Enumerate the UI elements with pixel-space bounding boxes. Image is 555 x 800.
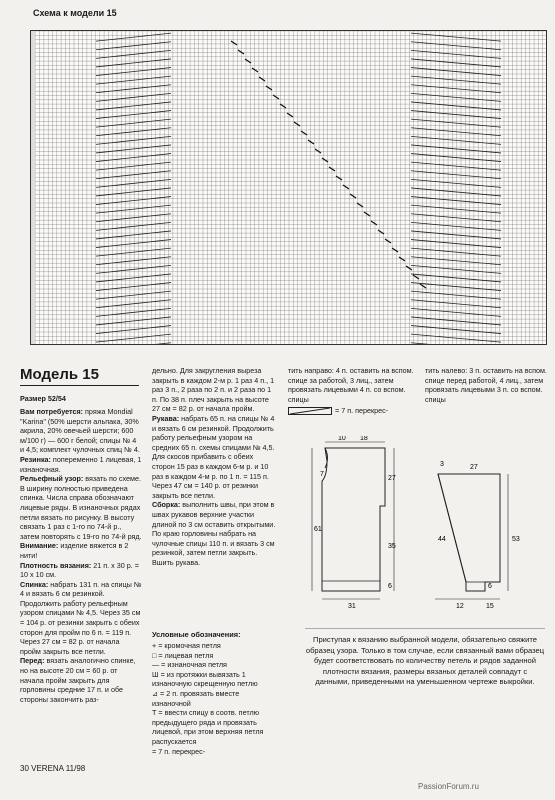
cable-stroke <box>411 68 501 76</box>
legend-item: = 7 п. перекрес- <box>152 746 206 756</box>
legend-item: Т = ввести спицу в соотв. петлю предыдущего ряда и провязать лицевой, при этом верхняя петля распускается <box>152 708 264 746</box>
cable-stroke <box>411 171 501 179</box>
paragraph-text: дельно. Для закругления выреза закрыть в каждом 2-м р. 1 раз 4 п., 1 раз 3 п., 2 раза по 2 п. и 2 раза по 1 п. По 38 п. плеч закрыть на высоте 27 см = 82 р. от начала пройм. <box>152 366 275 414</box>
knitting-chart <box>30 30 547 345</box>
back-dim-width: 31 <box>348 603 356 610</box>
cable-stroke <box>411 76 501 84</box>
cable-right-text: тить направо: 4 п. оставить на вспом. спице за работой, 3 лиц., затем провязать лицевыми 4 п. со вспом. спицы <box>288 366 414 404</box>
paragraph-heading: Сборка: <box>152 500 181 510</box>
cable-stroke <box>96 76 171 84</box>
cable-stroke <box>411 93 501 101</box>
cable-stroke <box>411 291 501 299</box>
back-dim-rib: 6 <box>388 583 392 590</box>
title-rule <box>20 385 139 386</box>
cable-stroke <box>411 317 501 325</box>
back-dim-armhole: 27 <box>388 475 396 482</box>
decrease-stitch-mark <box>287 113 293 117</box>
decrease-stitch-mark <box>343 185 349 189</box>
cable-stroke <box>96 59 171 67</box>
paragraph-heading: Плотность вязания: <box>20 560 92 570</box>
cable-stroke <box>411 300 501 308</box>
paragraph-heading: Спинка: <box>20 579 49 589</box>
cable-stroke <box>411 274 501 282</box>
decrease-stitch-mark <box>266 86 272 90</box>
paragraph-text: попеременно 1 лицевая, 1 изнаночная. <box>20 454 142 474</box>
paragraph-text: вязать по схеме. В ширину полностью приведена спинка. Числа справа обозначают лицевые ряды. В изнаночных рядах петли вязать по рисунку. В высоту связать 1 раз с 1-го по 74-й р., затем повторять с 19-го по 74-й ряд. <box>20 474 142 541</box>
cable-stroke <box>411 128 501 136</box>
cable-stroke <box>96 214 171 222</box>
legend-title: Условные обозначения: <box>152 630 241 639</box>
cable-stroke <box>411 145 501 153</box>
instructions-column-2 <box>152 366 276 567</box>
decrease-stitch-mark <box>378 230 384 234</box>
chart-title: Схема к модели 15 <box>33 8 117 18</box>
decrease-stitch-mark <box>392 248 398 252</box>
cable-stroke <box>411 214 501 222</box>
paragraph <box>20 580 142 657</box>
paragraph <box>20 407 142 455</box>
back-dim-length: 61 <box>314 526 322 533</box>
cable-stroke <box>411 265 501 273</box>
decrease-stitch-mark <box>308 140 314 144</box>
paragraph <box>20 474 142 541</box>
legend-item: — = изнаночная петля <box>152 660 227 670</box>
model-title: Модель 15 <box>20 366 99 383</box>
sleeve-dim-open: 3 <box>440 461 444 468</box>
cable-stroke <box>96 326 171 334</box>
sleeve-dim-inset: 12 <box>456 603 464 610</box>
cable-stroke <box>411 154 501 162</box>
decrease-stitch-mark <box>252 68 258 72</box>
knitting-chart-grid <box>31 31 547 345</box>
page-footer: 30 VERENA 11/98 <box>20 764 86 773</box>
paragraph <box>152 500 276 567</box>
cable-stroke <box>96 240 171 248</box>
back-front-schematic <box>312 436 396 610</box>
cable-stroke <box>411 326 501 334</box>
cable-stroke <box>96 334 171 342</box>
cable-stroke <box>411 59 501 67</box>
back-dim-body: 35 <box>388 543 396 550</box>
decrease-stitch-mark <box>280 104 286 108</box>
back-dim-neck-depth: 7 <box>320 471 324 478</box>
size-label: Размер 52/54 <box>20 394 66 403</box>
cable-stroke <box>411 343 501 345</box>
sleeve-dim-length: 53 <box>512 536 520 543</box>
paragraph-text: набрать 131 п. на спицы № 4 и вязать 6 см резинкой. Продолжить работу рельефным узором спицами № 4,5. Через 35 см = 104 р. от резинки закрыть с обеих сторон для пройм по 6 п. = 119 п. Через 27 см = 82 р. от начала пройм закрыть все петли. <box>20 579 142 656</box>
cable-stroke <box>411 231 501 239</box>
paragraph-heading: Рельефный узор: <box>20 474 84 484</box>
sleeve-dim-cuff: 15 <box>486 603 494 610</box>
paragraph-text: набрать 65 п. на спицы № 4 и вязать 6 см резинкой. Продолжить работу рельефным узором на средних 65 п. схемы спицами № 4,5. Для скосов прибавить с обеих сторон 15 раз в каждом 6-м р. и 10 раз в каждом 4-м р. по 1 п. = 115 п. Через 47 см = 140 р. от резинки закрыть все петли. <box>152 413 275 500</box>
cable-stroke <box>96 283 171 291</box>
sleeve-dim-rib: 6 <box>488 583 492 590</box>
cable-stroke <box>411 33 501 41</box>
cable-stroke <box>96 197 171 205</box>
cable-stroke <box>96 50 171 58</box>
cable-stroke <box>96 179 171 187</box>
cable-stroke <box>411 197 501 205</box>
cable-stroke <box>96 274 171 282</box>
decrease-stitch-mark <box>336 176 342 180</box>
decrease-stitch-mark <box>259 77 265 81</box>
cable-stroke <box>411 42 501 50</box>
sleeve-dim-slope: 44 <box>438 536 446 543</box>
cable-stroke <box>96 162 171 170</box>
legend-item: Ш = из протяжки вывязать 1 изнаночную скрещенную петлю <box>152 669 258 689</box>
paragraph-text: пряжа Mondial "Karina" (50% шерсти альпака, 30% акрила, 20% овечьей шерсти; 600 м/100 г) — 600 г белой; спицы № 4 и 4,5; комплект чулочных спиц № 4. <box>20 407 140 455</box>
legend-item: + = кромочная петля <box>152 641 221 650</box>
cable-stroke <box>96 136 171 144</box>
paragraph <box>152 366 276 414</box>
paragraph-heading: Резинка: <box>20 454 51 464</box>
back-dim-shoulder: 18 <box>360 436 368 442</box>
cable-stroke <box>96 222 171 230</box>
instructions-column-4: тить налево: 3 п. оставить на вспом. спице перед работой, 4 лиц., затем провязать лицевыми 3 п. со вспом. спицы <box>425 366 547 404</box>
cable-stroke <box>411 240 501 248</box>
legend-list <box>152 641 280 756</box>
cable-stroke <box>411 222 501 230</box>
pattern-schematics <box>290 436 548 616</box>
decrease-stitch-mark <box>350 194 356 198</box>
cable-stroke <box>411 248 501 256</box>
cable-stroke <box>96 42 171 50</box>
cable-stroke <box>96 68 171 76</box>
cable-stroke <box>96 343 171 345</box>
cable-stroke <box>411 257 501 265</box>
cable-stroke <box>411 308 501 316</box>
cable-stroke <box>411 85 501 93</box>
cable-right-symbol-row <box>288 406 414 416</box>
legend-item: □ = лицевая петля <box>152 650 214 660</box>
sample-notice: Приступая к вязанию выбранной модели, обязательно свяжите образец узора. Только в том случае, если связанный вами образец будет соответствовать по количеству петель и рядов заданной плотности вязания, размеры вязаных деталей совпадут с данными, приведенными на уменьшенном чертеже выкройки. <box>305 628 545 688</box>
cable-stroke <box>96 300 171 308</box>
site-watermark: PassionForum.ru <box>418 782 479 791</box>
decrease-stitch-mark <box>231 41 237 45</box>
cable-stroke <box>96 205 171 213</box>
cable-stroke <box>96 93 171 101</box>
decrease-stitch-mark <box>364 212 370 216</box>
paragraph <box>20 455 142 474</box>
cable-stroke <box>411 334 501 342</box>
cable-stroke <box>411 111 501 119</box>
paragraph <box>20 561 142 580</box>
cable-stroke <box>96 317 171 325</box>
cable-stroke <box>411 50 501 58</box>
cable-stroke <box>411 136 501 144</box>
cable-stroke <box>411 119 501 127</box>
cable-stroke <box>96 257 171 265</box>
cable-stroke <box>411 179 501 187</box>
paragraph-text: изделие вяжется в 2 нити! <box>20 541 129 560</box>
decrease-stitch-mark <box>406 266 412 270</box>
decrease-stitch-mark <box>238 50 244 54</box>
sleeve-schematic <box>435 461 520 610</box>
paragraph <box>20 656 142 704</box>
cable-stroke <box>96 33 171 41</box>
cable-symbol-icon <box>288 407 332 415</box>
back-dim-neck: 10 <box>338 436 346 442</box>
cable-stroke <box>96 265 171 273</box>
cable-stroke <box>96 102 171 110</box>
instructions-column-1 <box>20 407 142 704</box>
paragraph-text: выполнить швы, при этом в швах рукавов верхние участки длиной по 3 см оставить открытыми. По краю горловины набрать на чулочные спицы 110 п. и вязать 3 см резинкой, затем петли закрыть. Вшить рукава. <box>152 500 276 567</box>
cable-right-tail: = 7 п. перекрес- <box>335 406 389 416</box>
cable-stroke <box>96 119 171 127</box>
cable-stroke <box>96 248 171 256</box>
cable-stroke <box>96 308 171 316</box>
edge-stitch-column <box>31 31 35 345</box>
cable-stroke <box>411 102 501 110</box>
paragraph-heading: Вам потребуется: <box>20 407 84 416</box>
decrease-stitch-mark <box>315 149 321 153</box>
cable-stroke <box>96 128 171 136</box>
paragraph <box>20 541 142 560</box>
cable-stroke <box>96 231 171 239</box>
cable-stroke <box>411 188 501 196</box>
cable-stroke <box>96 291 171 299</box>
cable-stroke <box>96 154 171 162</box>
cable-stroke <box>96 188 171 196</box>
cable-stroke <box>96 85 171 93</box>
cable-stroke <box>96 171 171 179</box>
paragraph-heading: Внимание: <box>20 541 59 551</box>
paragraph-heading: Рукава: <box>152 413 180 423</box>
instructions-column-3 <box>288 366 414 416</box>
sleeve-dim-halfwidth: 27 <box>470 464 478 471</box>
cable-stroke <box>411 205 501 213</box>
decrease-stitch-mark <box>294 122 300 126</box>
legend-item: ⊿ = 2 п. провязать вместе изнаночной <box>152 688 240 708</box>
paragraph-text: 21 п. х 30 р. = 10 х 10 см. <box>20 560 139 580</box>
cable-stroke <box>411 162 501 170</box>
paragraph-text: вязать аналогично спинке, но на высоте 20 см = 60 р. от начала пройм закрыть для горловины средние 17 п. и обе стороны закончить раз- <box>20 656 136 704</box>
cable-stroke <box>96 145 171 153</box>
paragraph-heading: Перед: <box>20 656 45 666</box>
paragraph <box>152 414 276 500</box>
cable-stroke <box>96 111 171 119</box>
